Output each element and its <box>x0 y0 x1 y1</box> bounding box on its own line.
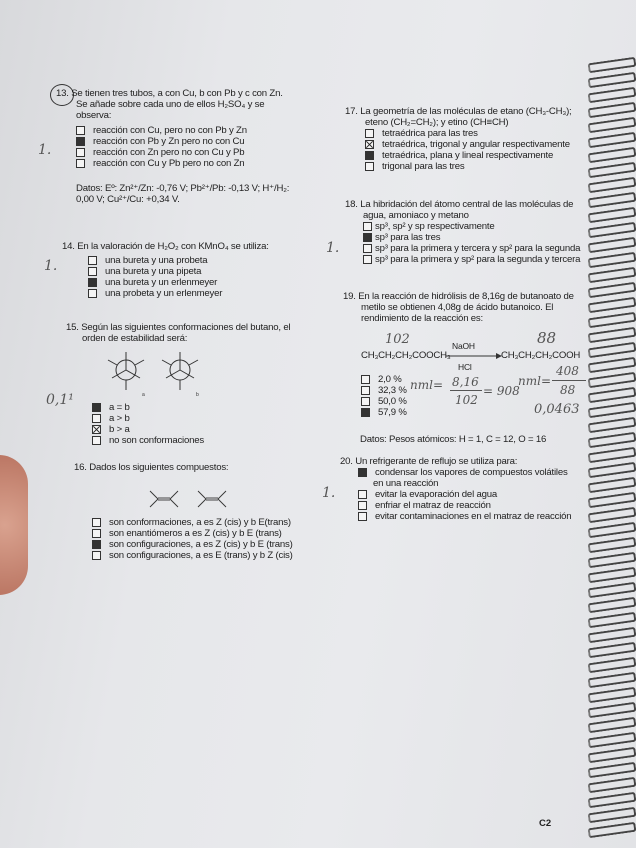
checkbox[interactable] <box>358 490 367 499</box>
checkbox[interactable] <box>361 375 370 384</box>
spiral-ring <box>588 792 636 809</box>
option[interactable]: 57,9 % <box>361 407 407 418</box>
option[interactable]: a = b <box>92 402 204 413</box>
spiral-ring <box>588 357 636 374</box>
question-number: 19. <box>343 291 356 302</box>
question-data: Datos: Pesos atómicos: H = 1, C = 12, O = 16 <box>360 434 547 445</box>
option-continuation: en una reacción <box>373 478 439 489</box>
fraction-bar <box>552 380 586 381</box>
question-13 <box>56 88 316 205</box>
checkbox[interactable] <box>76 137 85 146</box>
handwritten-mark: 1. <box>44 258 58 274</box>
spiral-ring <box>588 687 636 704</box>
checkbox[interactable] <box>363 255 372 264</box>
checkbox[interactable] <box>361 386 370 395</box>
option[interactable]: son conformaciones, a es Z (cis) y b E(trans) <box>92 517 293 528</box>
option[interactable]: sp³ para la primera y sp² para la segunda y tercera <box>363 254 615 265</box>
option[interactable]: a > b <box>92 413 204 424</box>
option[interactable]: enfriar el matraz de reacción <box>358 500 610 511</box>
checkbox[interactable] <box>92 540 101 549</box>
question-16-options <box>92 517 293 561</box>
option[interactable]: tetraédrica para las tres <box>365 128 595 139</box>
handwritten-note: nml= <box>410 378 443 392</box>
spiral-ring <box>588 387 636 404</box>
option[interactable]: reacción con Cu y Pb pero no con Zn <box>76 158 316 169</box>
question-19-options <box>361 374 407 418</box>
option[interactable]: 50,0 % <box>361 396 407 407</box>
option[interactable]: son configuraciones, a es Z (cis) y b E (trans) <box>92 539 293 550</box>
question-stem: Dados los siguientes compuestos: <box>89 462 229 473</box>
checkbox[interactable] <box>88 267 97 276</box>
checkbox[interactable] <box>363 222 372 231</box>
spiral-ring <box>588 537 636 554</box>
handwritten-note: 88 <box>560 383 576 397</box>
spiral-ring <box>588 702 636 719</box>
question-15 <box>66 322 316 344</box>
newman-b <box>162 352 198 390</box>
question-stem: orden de estabilidad será: <box>82 333 188 344</box>
handwritten-mark: 1. <box>322 485 336 501</box>
spiral-ring <box>588 597 636 614</box>
option[interactable]: 32,3 % <box>361 385 407 396</box>
handwritten-note: 88 <box>537 329 557 347</box>
label-a: a <box>142 392 145 398</box>
checkbox[interactable] <box>92 403 101 412</box>
spiral-ring <box>588 762 636 779</box>
reactant-formula: CH₃CH₂CH₂COOCH₃ <box>361 350 451 361</box>
checkbox[interactable] <box>358 501 367 510</box>
option[interactable]: evitar la evaporación del agua <box>358 489 610 500</box>
spiral-ring <box>588 777 636 794</box>
spiral-ring <box>588 57 636 74</box>
handwritten-mark: 1. <box>326 240 340 256</box>
option[interactable]: 2,0 % <box>361 374 407 385</box>
option[interactable]: una probeta y un erlenmeyer <box>88 288 322 299</box>
product-formula: CH₃CH₂CH₂COOH <box>501 350 581 361</box>
checkbox[interactable] <box>92 529 101 538</box>
spiral-ring <box>588 657 636 674</box>
spiral-ring <box>588 552 636 569</box>
handwritten-note: 102 <box>455 393 478 407</box>
checkbox[interactable] <box>92 436 101 445</box>
option[interactable]: una bureta y un erlenmeyer <box>88 277 322 288</box>
checkbox[interactable] <box>88 256 97 265</box>
question-stem: En la reacción de hidrólisis de 8,16g de butanoato de <box>358 291 574 302</box>
spiral-ring <box>588 642 636 659</box>
option[interactable]: una bureta y una pipeta <box>88 266 322 277</box>
option[interactable]: tetraédrica, trigonal y angular respectivamente <box>365 139 595 150</box>
question-14 <box>62 241 322 299</box>
handwritten-note: 408 <box>556 364 579 378</box>
checkbox[interactable] <box>88 289 97 298</box>
option[interactable]: sp³ para la primera y tercera y sp² para la segunda <box>363 243 615 254</box>
spiral-ring <box>588 747 636 764</box>
handwritten-note: nml= <box>518 374 551 388</box>
reaction-arrow-icon <box>446 352 502 360</box>
option[interactable]: son enantiómeros a es Z (cis) y b E (trans) <box>92 528 293 539</box>
spiral-ring <box>588 402 636 419</box>
alkene-structures <box>140 482 240 514</box>
spiral-ring <box>588 417 636 434</box>
page-footer-code: C2 <box>539 818 552 829</box>
question-number: 17. <box>345 106 358 117</box>
checkbox[interactable] <box>92 551 101 560</box>
question-number: 18. <box>345 199 358 210</box>
option[interactable]: sp³ para las tres <box>363 232 615 243</box>
option[interactable]: reacción con Zn pero no con Cu y Pb <box>76 147 316 158</box>
question-data: Datos: Eº: Zn²⁺/Zn: -0,76 V; Pb²⁺/Pb: -0,13 V; H⁺/H₂: <box>76 183 290 194</box>
option[interactable]: una bureta y una probeta <box>88 255 322 266</box>
question-stem: agua, amoniaco y metano <box>363 210 469 221</box>
checkbox[interactable] <box>92 425 101 434</box>
checkbox[interactable] <box>76 148 85 157</box>
spiral-ring <box>588 717 636 734</box>
checkbox[interactable] <box>76 126 85 135</box>
question-16 <box>74 462 228 473</box>
newman-projections <box>98 344 218 400</box>
option[interactable]: condensar los vapores de compuestos volátiles <box>358 467 610 478</box>
handwritten-note: 102 <box>385 332 410 347</box>
handwritten-note: = 908 <box>483 384 520 398</box>
spiral-ring <box>588 177 636 194</box>
spiral-ring <box>588 732 636 749</box>
question-stem: Se tienen tres tubos, a con Cu, b con Pb y c con Zn. <box>71 88 283 99</box>
question-stem: metilo se obtienen 4,08g de ácido butanoico. El <box>361 302 554 313</box>
checkbox[interactable] <box>363 233 372 242</box>
option[interactable]: b > a <box>92 424 204 435</box>
checkbox[interactable] <box>365 162 374 171</box>
option[interactable]: sp³, sp² y sp respectivamente <box>363 221 615 232</box>
checkbox[interactable] <box>363 244 372 253</box>
question-20 <box>340 456 610 522</box>
spiral-ring <box>588 327 636 344</box>
checkbox[interactable] <box>358 512 367 521</box>
question-stem: La geometría de las moléculas de etano (CH₃-CH₃); <box>360 106 572 117</box>
checkbox[interactable] <box>365 140 374 149</box>
question-number: 20. <box>340 456 353 467</box>
finger-shadow <box>0 455 28 595</box>
option[interactable]: tetraédrica, plana y lineal respectivamente <box>365 150 595 161</box>
checkbox[interactable] <box>358 468 367 477</box>
question-number: 16. <box>74 462 87 473</box>
reagent-top: NaOH <box>452 341 475 351</box>
handwritten-note: 8,16 <box>452 375 479 389</box>
question-stem: En la valoración de H₂O₂ con KMnO₄ se utiliza: <box>77 241 269 252</box>
checkbox[interactable] <box>361 397 370 406</box>
question-17 <box>345 106 595 172</box>
spiral-ring <box>588 672 636 689</box>
spiral-ring <box>588 807 636 824</box>
question-stem: rendimiento de la reacción es: <box>361 313 483 324</box>
question-15-options <box>92 402 204 446</box>
handwritten-mark: 0,1¹ <box>46 392 74 408</box>
spiral-ring <box>588 627 636 644</box>
question-stem: eteno (CH₂=CH₂); y etino (CH≡CH) <box>365 117 509 128</box>
handwritten-note: 0,0463 <box>534 402 580 417</box>
spiral-ring <box>588 372 636 389</box>
spiral-ring <box>588 567 636 584</box>
checkbox[interactable] <box>365 151 374 160</box>
question-18 <box>345 199 615 265</box>
question-stem: Según las siguientes conformaciones del butano, el <box>81 322 291 333</box>
spiral-ring <box>588 612 636 629</box>
checkbox[interactable] <box>365 129 374 138</box>
spiral-ring <box>588 432 636 449</box>
question-stem: Se añade sobre cada uno de ellos H₂SO₄ y se <box>76 99 265 110</box>
option[interactable]: reacción con Cu, pero no con Pb y Zn <box>76 125 316 136</box>
spiral-ring <box>588 342 636 359</box>
spiral-ring <box>588 72 636 89</box>
label-b: b <box>196 392 199 398</box>
question-data: 0,00 V; Cu²⁺/Cu: +0,34 V. <box>76 194 180 205</box>
spiral-ring <box>588 267 636 284</box>
spiral-ring <box>588 522 636 539</box>
spiral-ring <box>588 582 636 599</box>
option[interactable]: no son conformaciones <box>92 435 204 446</box>
question-stem: La hibridación del átomo central de las moléculas de <box>360 199 574 210</box>
handwritten-mark: 1. <box>38 142 52 158</box>
question-19 <box>343 291 603 324</box>
notebook-spiral <box>590 60 636 848</box>
option[interactable]: trigonal para las tres <box>365 161 595 172</box>
question-stem: observa: <box>76 110 112 121</box>
newman-a <box>108 352 144 390</box>
spiral-ring <box>588 87 636 104</box>
question-stem: Un refrigerante de reflujo se utiliza para: <box>355 456 518 467</box>
checkbox[interactable] <box>92 518 101 527</box>
option[interactable]: reacción con Pb y Zn pero no con Cu <box>76 136 316 147</box>
checkbox[interactable] <box>361 408 370 417</box>
checkbox[interactable] <box>76 159 85 168</box>
question-number: 14. <box>62 241 75 252</box>
spiral-ring <box>588 822 636 839</box>
fraction-bar <box>450 390 482 391</box>
checkbox[interactable] <box>88 278 97 287</box>
question-number: 13. <box>56 88 69 99</box>
option[interactable]: evitar contaminaciones en el matraz de reacción <box>358 511 610 522</box>
reagent-bottom: HCl <box>458 362 472 372</box>
checkbox[interactable] <box>92 414 101 423</box>
option[interactable]: son configuraciones, a es E (trans) y b Z (cis) <box>92 550 293 561</box>
question-number: 15. <box>66 322 79 333</box>
